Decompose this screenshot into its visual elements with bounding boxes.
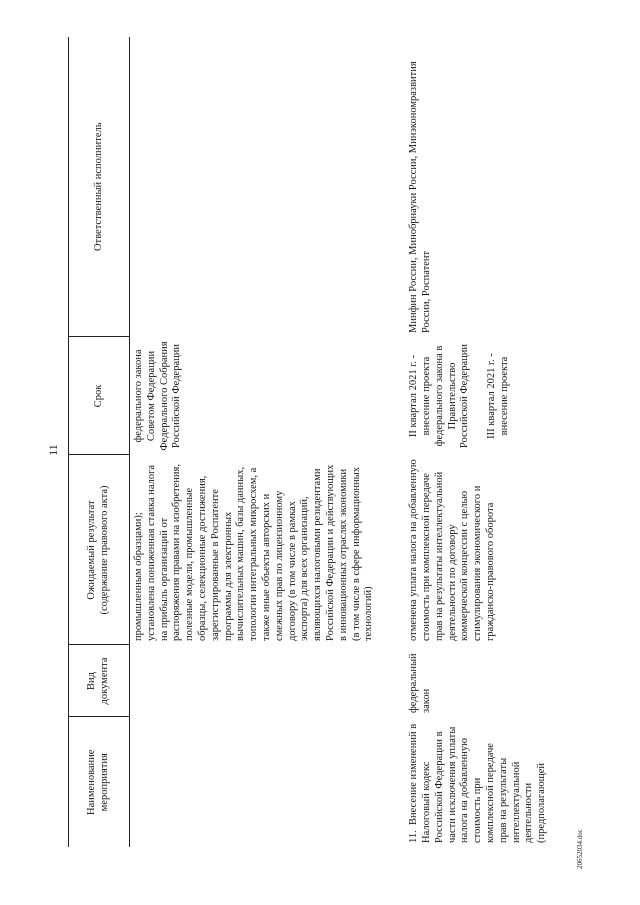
header-result-line1: Ожидаемый результат	[86, 500, 98, 600]
continued-type-cell	[130, 645, 380, 717]
continued-name-cell	[130, 717, 380, 847]
file-name-footer: 20652034.doc	[576, 829, 584, 869]
header-term: Срок	[69, 337, 130, 455]
header-executor: Ответственный исполнитель	[69, 37, 130, 337]
rotated-page	[40, 25, 600, 875]
row-11-term-2: III квартал 2021 г. - внесение проекта	[486, 353, 510, 439]
continued-result-cell: промышленным образцами); установлена пониженная ставка налога на прибыль организаций от распоряжения правами на изобретения, полезные модели, промышленные образцы, селекционные достижения, зарегистрированные в Роспатенте программы для электронных вычислительных машин, базы данных, топологии интегральных микросхем, а также иные объекты авторских и смежных прав по лицензионному договору (в том числе в рамках экспорта) для всех организаций, являющихся налоговыми резидентами Российской Федерации и действующих в инновационных отраслях экономики (в том числе в сфере информационных технологий)	[133, 464, 375, 641]
continued-term-cell: федерального закона Советом Федерации Федерального Собрания Российской Федерации	[133, 341, 183, 451]
row-11-number: 11.	[408, 830, 420, 843]
row-11-name-cell	[405, 717, 552, 847]
row-11-executor: Минфин России, Минобрнауки России, Минэкономразвития России, Роспатент	[408, 61, 432, 333]
row-11-doc-type: федеральный закон	[408, 653, 432, 713]
page-number: 11	[46, 444, 60, 456]
table-row-11	[405, 37, 552, 847]
row-11-term-1: II квартал 2021 г. - внесение проекта федерального закона в Правительство Российской Федерации	[408, 344, 471, 448]
header-doc-type: Вид документа	[69, 645, 130, 717]
header-result	[69, 455, 130, 645]
table-row-continued	[130, 37, 380, 847]
header-name: Наименование мероприятия	[69, 717, 130, 847]
continued-executor-cell	[130, 37, 380, 337]
header-result-line2: (содержание правового акта)	[99, 485, 110, 615]
row-11-term-cell	[405, 337, 552, 455]
action-plan-table	[68, 37, 552, 847]
row-spacer	[379, 37, 405, 847]
table-header-row	[69, 37, 130, 847]
row-11-result: отменена уплата налога на добавленную стоимость при комплексной передаче прав на результаты интеллектуальной деятельности по договору коммерческой концессии с целью стимулирования экономического и гражданско-правового оборота	[408, 459, 496, 641]
row-11-name: Внесение изменений в Налоговый кодекс Российской Федерации в части исключения уплаты налога на добавленную стоимость при комплексной передаче прав на результаты интеллектуальной деятельности (предполагающей	[408, 723, 548, 843]
